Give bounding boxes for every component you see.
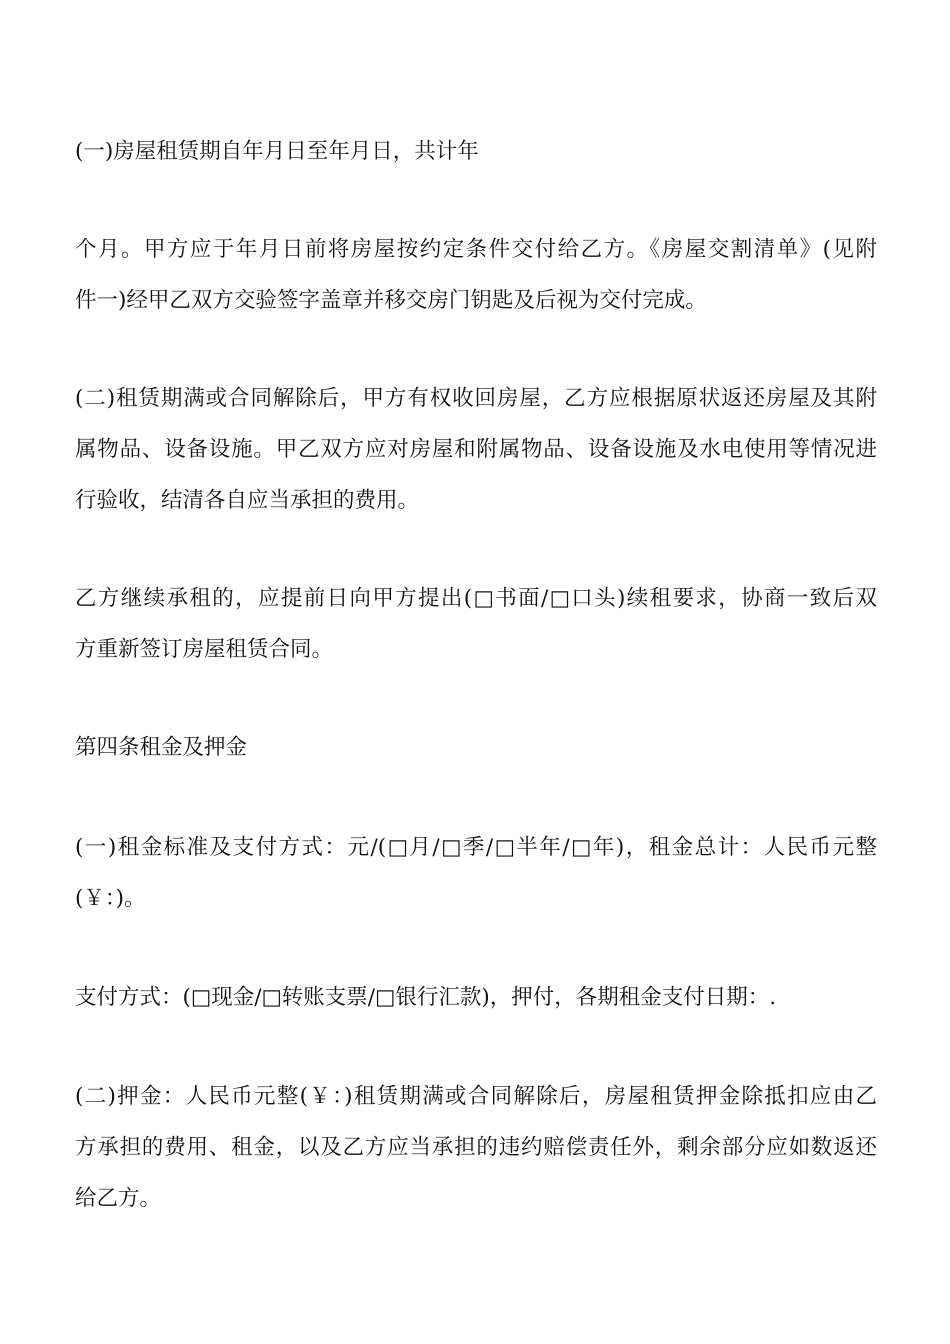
text-line: (一)租金标准及支付方式：元/(□月/□季/□半年/□年)，租金总计：人民币元整 bbox=[75, 835, 877, 860]
text-line: 行验收，结清各自应当承担的费用。 bbox=[75, 488, 420, 513]
paragraph-rent-standard bbox=[75, 829, 877, 918]
text-line: 件一)经甲乙双方交验签字盖章并移交房门钥匙及后视为交付完成。 bbox=[75, 288, 707, 313]
text-line: 支付方式：(□现金/□转账支票/□银行汇款)，押付，各期租金支付日期：. bbox=[75, 985, 777, 1010]
text-line: 乙方继续承租的，应提前日向甲方提出(□书面/□口头)续租要求，协商一致后双 bbox=[75, 586, 877, 611]
section-heading-rent-deposit bbox=[75, 729, 877, 767]
text-line: 个月。甲方应于年月日前将房屋按约定条件交付给乙方。《房屋交割清单》(见附 bbox=[75, 237, 877, 262]
text-line: (￥：)。 bbox=[75, 886, 146, 911]
text-line: (二)押金：人民币元整(￥：)租赁期满或合同解除后，房屋租赁押金除抵扣应由乙 bbox=[75, 1084, 877, 1109]
paragraph-delivery bbox=[75, 231, 877, 320]
paragraph-return-property bbox=[75, 380, 877, 520]
text-line: 第四条租金及押金 bbox=[75, 735, 248, 760]
text-line: 属物品、设备设施。甲乙双方应对房屋和附属物品、设备设施及水电使用等情况进 bbox=[75, 437, 877, 462]
text-line: 给乙方。 bbox=[75, 1186, 162, 1211]
paragraph-lease-term bbox=[75, 133, 877, 171]
text-line: (二)租赁期满或合同解除后，甲方有权收回房屋，乙方应根据原状返还房屋及其附 bbox=[75, 386, 877, 411]
paragraph-payment-method bbox=[75, 979, 877, 1017]
paragraph-deposit bbox=[75, 1078, 877, 1218]
text-line: 方重新签订房屋租赁合同。 bbox=[75, 637, 334, 662]
text-line: 方承担的费用、租金，以及乙方应当承担的违约赔偿责任外，剩余部分应如数返还 bbox=[75, 1135, 877, 1160]
paragraph-renewal bbox=[75, 580, 877, 669]
text-line: (一)房屋租赁期自年月日至年月日，共计年 bbox=[75, 139, 479, 164]
